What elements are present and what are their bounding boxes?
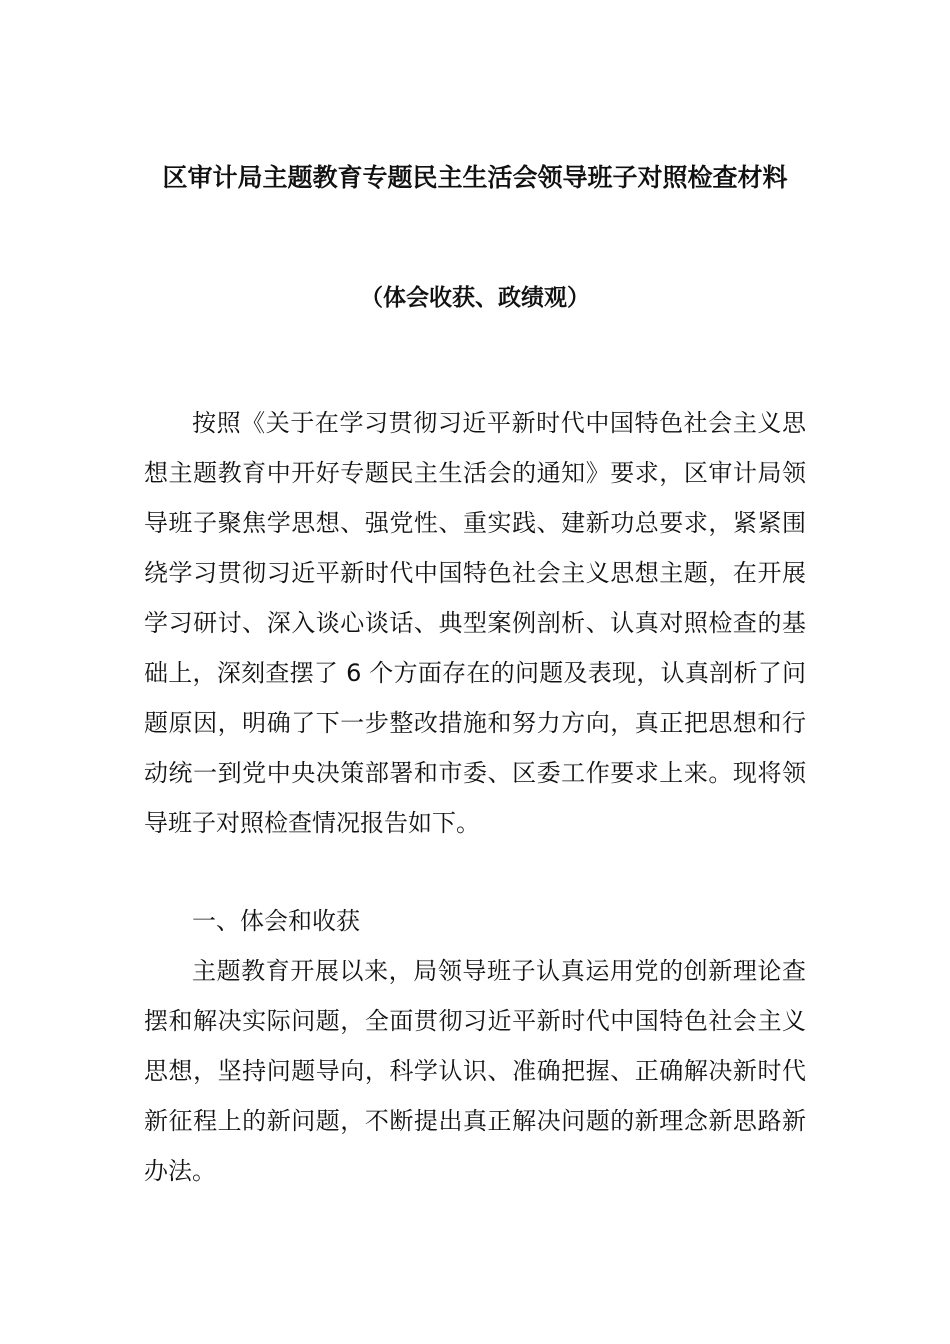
section-heading: 一、体会和收获 xyxy=(192,907,360,935)
section-paragraph: 主题教育开展以来，局领导班子认真运用党的创新理论查摆和解决实际问题，全面贯彻习近平新时代中国特色社会主义思想，坚持问题导向，科学认识、准确把握、正确解决新时代新征程上的新问题，不断提出真正解决问题的新理念新思路新办法。 xyxy=(144,957,806,1185)
document-title: 区审计局主题教育专题民主生活会领导班子对照检查材料 xyxy=(162,163,788,192)
intro-paragraph: 按照《关于在学习贯彻习近平新时代中国特色社会主义思想主题教育中开好专题民主生活会的通知》要求，区审计局领导班子聚焦学思想、强党性、重实践、建新功总要求，紧紧围绕学习贯彻习近平新时代中国特色社会主义思想主题，在开展学习研讨、深入谈心谈话、典型案例剖析、认真对照检查的基础上，深刻查摆了 6 个方面存在的问题及表现，认真剖析了问题原因，明确了下一步整改措施和努力方向，真正把思想和行动统一到党中央决策部署和市委、区委工作要求上来。现将领导班子对照检查情况报告如下。 xyxy=(144,409,806,837)
document-subtitle: （体会收获、政绩观） xyxy=(360,285,590,311)
